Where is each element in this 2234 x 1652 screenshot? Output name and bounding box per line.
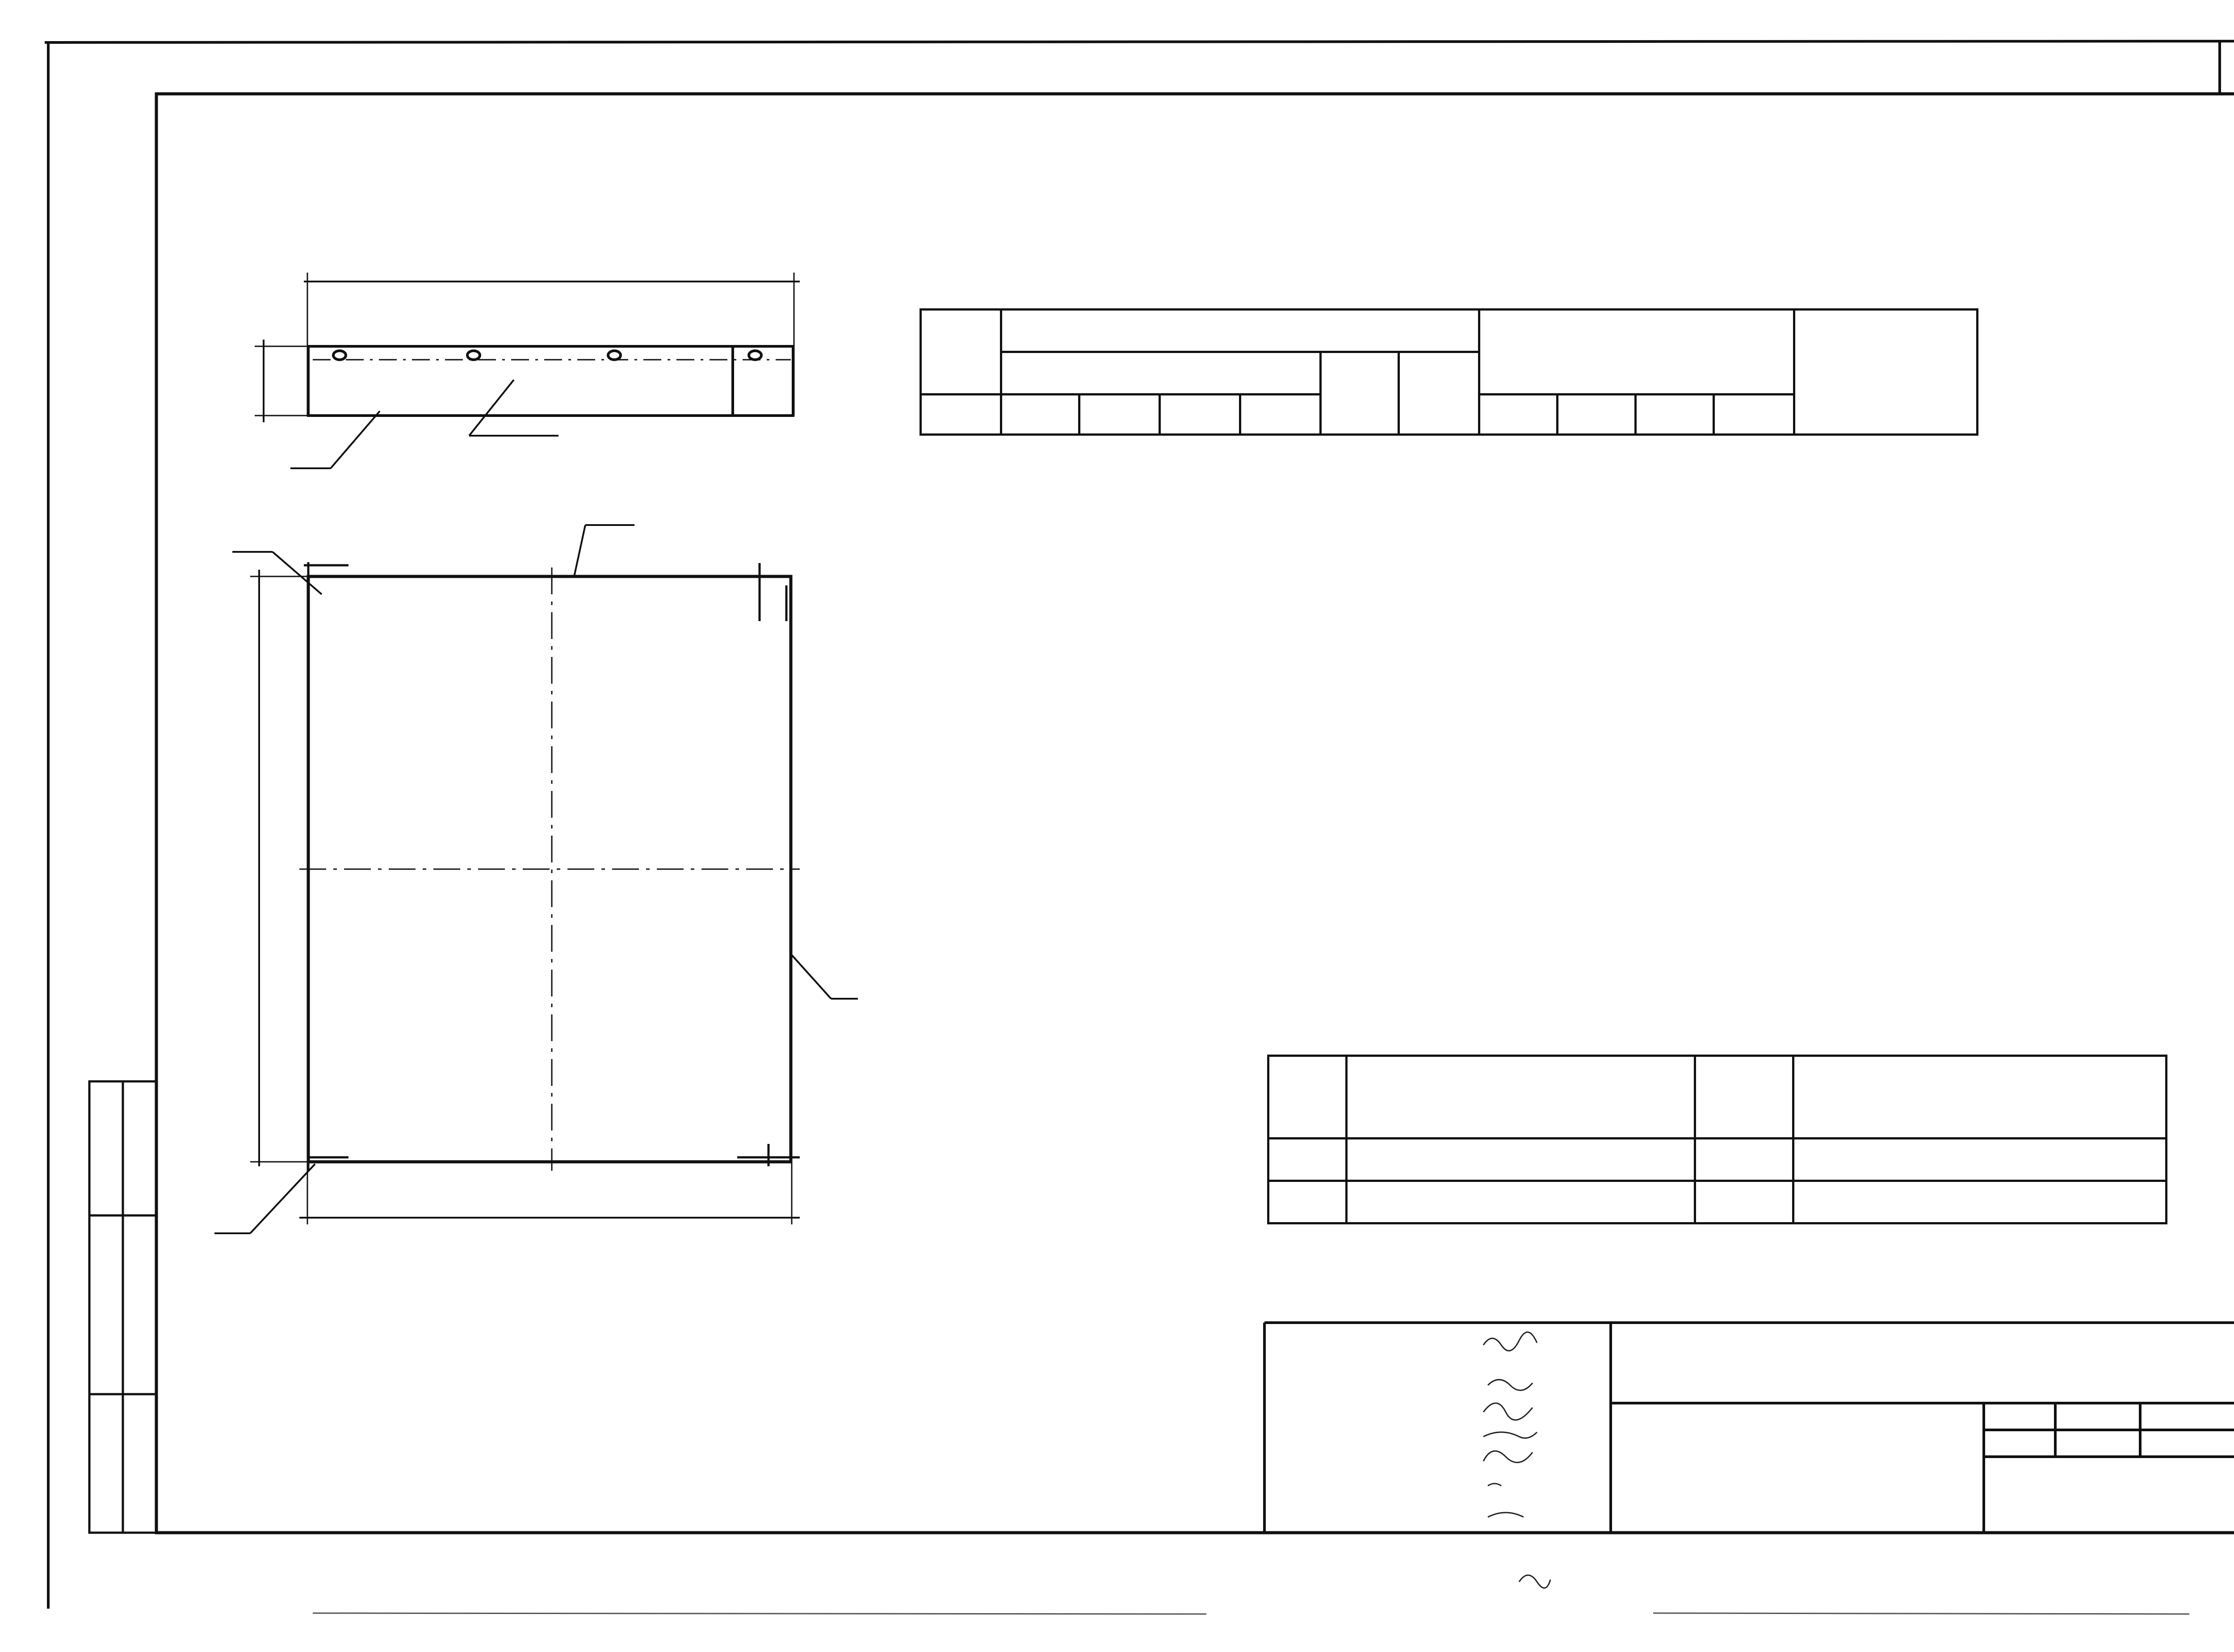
header-b (1321, 352, 1399, 435)
signature-scribbles (1483, 1332, 1550, 1588)
tolerance-cell (1001, 395, 1079, 435)
tolerance-cell (1636, 395, 1714, 435)
header-sizes (1001, 310, 1479, 352)
spec-cell (1347, 1139, 1695, 1181)
spec-header-doc (1793, 1056, 2167, 1139)
tolerance-cell (1714, 395, 1794, 435)
top-view (255, 273, 800, 468)
title-block-frame (1264, 1323, 2234, 1533)
side-stamp-frame (89, 1081, 156, 1533)
front-view (214, 525, 858, 1233)
header-mass (1479, 310, 1794, 395)
header-B3 (1399, 352, 1479, 435)
tolerance-cell (1079, 395, 1160, 435)
tolerance-cell (1160, 395, 1240, 435)
bottom-rule (313, 1613, 1206, 1614)
spec-header-qty (1695, 1056, 1793, 1139)
spec-header-pos (1268, 1056, 1347, 1139)
spec-cell (1695, 1139, 1793, 1181)
header-a3 (1001, 352, 1321, 395)
header-load (921, 310, 1001, 395)
tolerance-cell (1240, 395, 1321, 435)
spec-header-name (1347, 1056, 1695, 1139)
spec-cell (1695, 1181, 1793, 1223)
header-note (1794, 310, 1978, 435)
spec-cell (1268, 1181, 1347, 1223)
tolerance-cell (1479, 395, 1558, 435)
spec-cell (1793, 1139, 2167, 1181)
sheet-frame (45, 41, 2234, 1613)
sizes-table (920, 308, 1978, 436)
header-load-unit (921, 395, 1001, 435)
tolerance-cell (1558, 395, 1636, 435)
spec-cell (1793, 1181, 2167, 1223)
specification-table (1267, 1055, 2167, 1224)
spec-cell (1347, 1181, 1695, 1223)
spec-cell (1268, 1139, 1347, 1181)
